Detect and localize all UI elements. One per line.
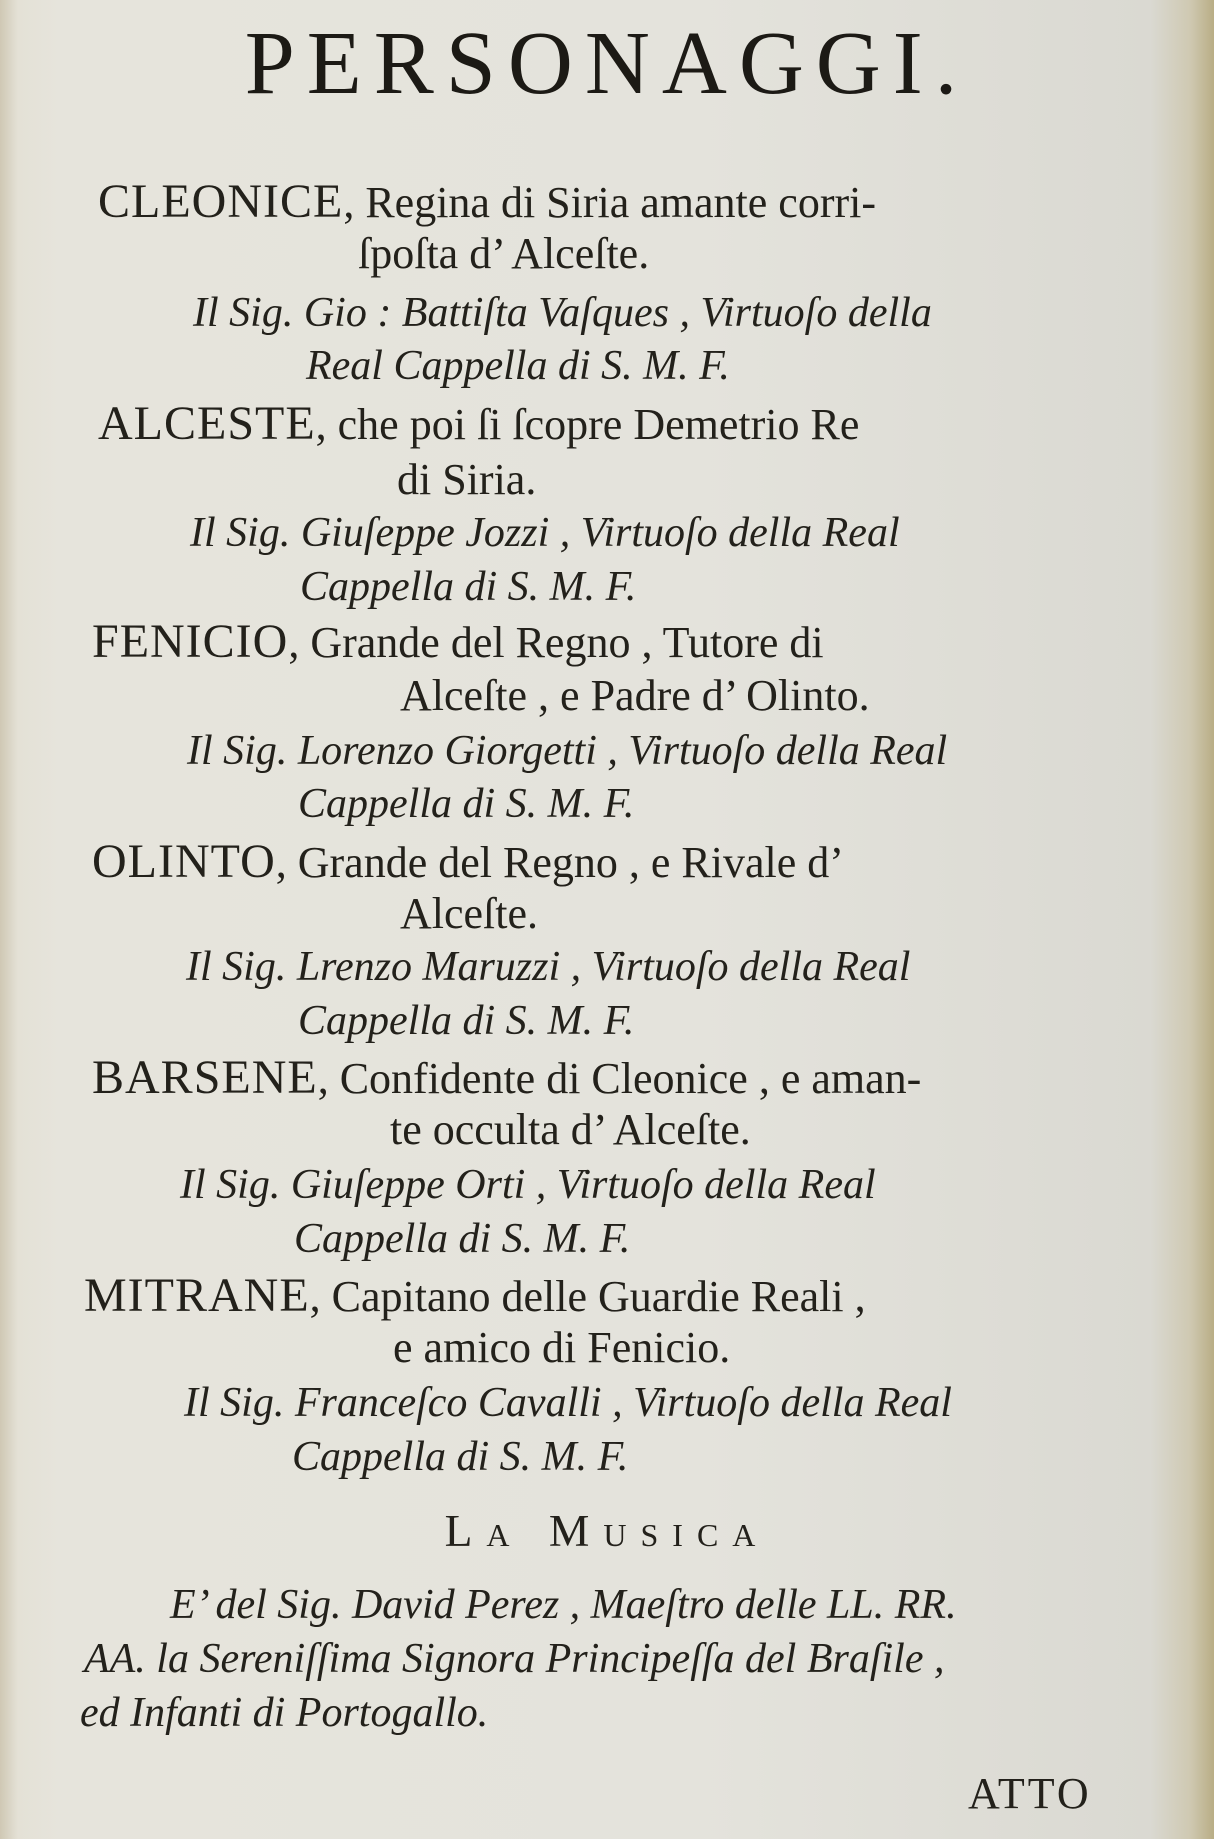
- character-name: OLINTO: [92, 835, 276, 888]
- character-entry: [84, 1269, 866, 1322]
- character-name: CLEONICE: [98, 175, 344, 228]
- character-entry: [92, 1051, 922, 1104]
- singer-line-cont: Real Cappella di S. M. F.: [306, 343, 730, 389]
- singer-line: Il Sig. Giuſeppe Jozzi , Virtuoſo della Real: [190, 510, 900, 556]
- character-description-cont: Alceſte , e Padre d’ Olinto.: [400, 671, 870, 720]
- catchword: ATTO: [968, 1769, 1092, 1818]
- character-description-cont: di Siria.: [397, 455, 537, 504]
- page-title: PERSONAGGI.: [244, 14, 970, 113]
- character-description-cont: ſpoſta d’ Alceſte.: [358, 229, 650, 278]
- character-name: ALCESTE: [98, 397, 316, 450]
- character-description: , Capitano delle Guardie Reali ,: [309, 1272, 866, 1321]
- character-description: , Regina di Siria amante corri-: [343, 178, 877, 227]
- singer-line-cont: Cappella di S. M. F.: [300, 564, 637, 610]
- singer-line: Il Sig. Gio : Battiſta Vaſques , Virtuoſo della: [193, 290, 932, 336]
- character-description: , Grande del Regno , Tutore di: [288, 618, 824, 667]
- character-description: , Grande del Regno , e Rivale d’: [275, 838, 844, 887]
- character-entry: [92, 615, 824, 668]
- character-description: , che poi ſi ſcopre Demetrio Re: [315, 400, 860, 449]
- character-description-cont: e amico di Fenicio.: [393, 1323, 731, 1372]
- singer-line-cont: Cappella di S. M. F.: [298, 998, 635, 1044]
- singer-line: Il Sig. Giuſeppe Orti , Virtuoſo della Real: [180, 1162, 876, 1208]
- character-entry: [98, 397, 860, 450]
- singer-line: Il Sig. Lrenzo Maruzzi , Virtuoſo della Real: [186, 944, 911, 990]
- music-credit-line: AA. la Sereniſſima Signora Principeſſa del Braſile ,: [84, 1636, 945, 1682]
- music-heading: La Musica: [444, 1505, 770, 1556]
- character-name: MITRANE: [84, 1269, 310, 1322]
- singer-line: Il Sig. Franceſco Cavalli , Virtuoſo della Real: [184, 1380, 952, 1426]
- character-description-cont: Alceſte.: [400, 889, 539, 938]
- character-name: FENICIO: [92, 615, 289, 668]
- music-credit-line: ed Infanti di Portogallo.: [80, 1690, 489, 1736]
- singer-line-cont: Cappella di S. M. F.: [292, 1434, 629, 1480]
- character-description-cont: te occulta d’ Alceſte.: [390, 1105, 751, 1154]
- character-description: , Confidente di Cleonice , e aman-: [317, 1054, 922, 1103]
- character-name: BARSENE: [92, 1051, 318, 1104]
- music-credit-line: E’ del Sig. David Perez , Maeſtro delle LL. RR.: [170, 1582, 957, 1628]
- character-entry: [98, 175, 877, 228]
- singer-line: Il Sig. Lorenzo Giorgetti , Virtuoſo della Real: [187, 728, 948, 774]
- singer-line-cont: Cappella di S. M. F.: [294, 1216, 631, 1262]
- character-entry: [92, 835, 844, 888]
- singer-line-cont: Cappella di S. M. F.: [298, 781, 635, 827]
